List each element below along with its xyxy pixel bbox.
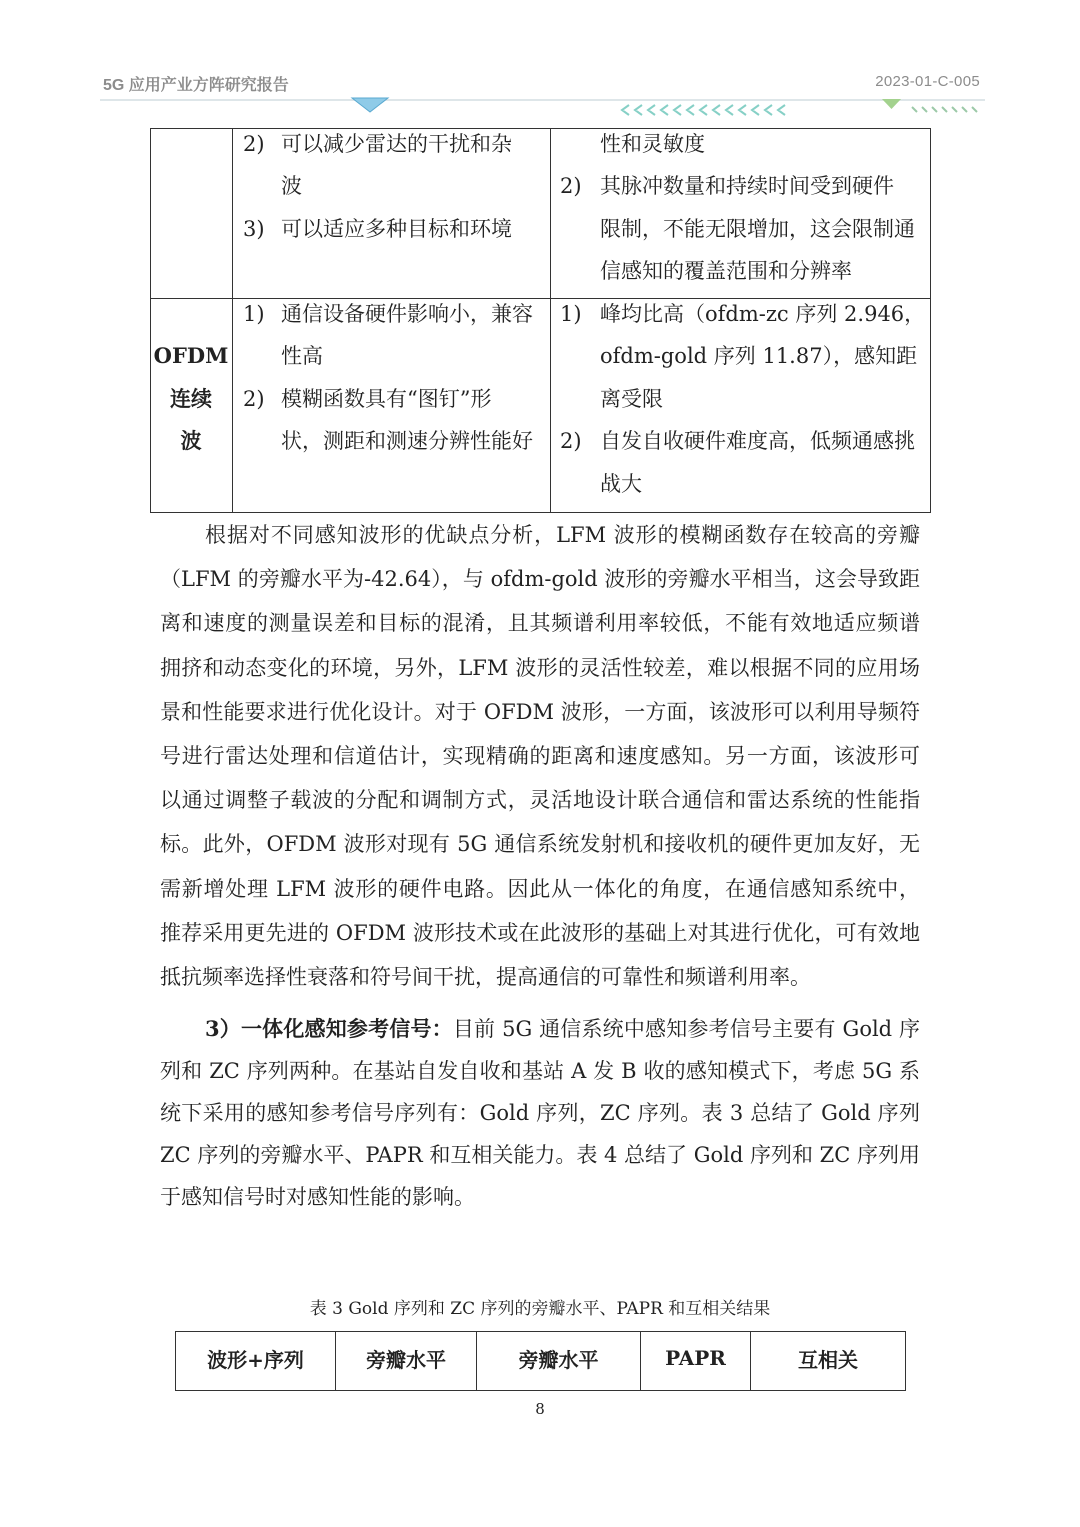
item-number: 2) <box>243 386 265 411</box>
item-text: 性和灵敏度 <box>600 132 705 156</box>
paragraph-line: 号进行雷达处理和信道估计，实现精确的距离和速度感知。另一方面，该波形可 <box>160 743 920 768</box>
item-text: 模糊函数具有“图钉”形 <box>281 386 492 411</box>
list-item <box>243 293 533 335</box>
column-header: 旁瓣水平 <box>477 1332 641 1391</box>
column-header: 波形+序列 <box>176 1332 336 1391</box>
item-text: 可以适应多种目标和环境 <box>281 216 512 241</box>
list-item <box>243 123 512 165</box>
item-number: 1) <box>560 302 582 326</box>
label-line: 波 <box>180 428 202 454</box>
slash-marks-decoration <box>912 107 977 112</box>
item-number: 2) <box>560 174 582 199</box>
column-header: 旁瓣水平 <box>336 1332 477 1391</box>
table-column-divider <box>550 129 551 512</box>
small-triangle-icon <box>882 99 901 109</box>
list-item <box>560 335 925 377</box>
paragraph-line: 离和速度的测量误差和目标的混淆，且其频谱利用率较低，不能有效地适应频谱 <box>160 611 920 636</box>
reference-signal-paragraph <box>160 1008 920 1218</box>
list-item <box>560 250 915 292</box>
table-row1-disadvantages <box>560 123 915 293</box>
item-text: 其脉冲数量和持续时间受到硬件 <box>600 174 894 199</box>
section-lead: 3）一体化感知参考信号： <box>205 1016 453 1041</box>
item-text: ofdm-gold 序列 11.87），感知距 <box>600 344 918 369</box>
list-item <box>560 420 925 462</box>
table-row2-advantages <box>243 293 533 463</box>
table-row2-waveform-label <box>151 293 231 463</box>
column-header: 互相关 <box>751 1332 906 1391</box>
paragraph-line: ZC 序列的旁瓣水平、PAPR 和互相关能力。表 4 总结了 Gold 序列和 ZC 序列用 <box>160 1143 920 1167</box>
list-item <box>243 208 512 250</box>
table-row1-advantages <box>243 123 512 250</box>
document-id: 2023-01-C-005 <box>875 73 980 90</box>
paragraph-line: 需新增处理 LFM 波形的硬件电路。因此从一体化的角度，在通信感知系统中， <box>160 876 920 901</box>
header-decoration <box>0 88 1080 122</box>
item-text: 信感知的覆盖范围和分辨率 <box>600 259 852 284</box>
page-number: 8 <box>535 1400 545 1418</box>
list-item <box>560 378 925 420</box>
item-number: 2) <box>243 132 265 156</box>
paragraph-line: 于感知信号时对感知性能的影响。 <box>160 1185 475 1209</box>
paragraph-line <box>160 1008 920 1050</box>
list-item <box>560 165 915 207</box>
table-header-row <box>176 1332 906 1391</box>
item-text: 限制，不能无限增加，这会限制通 <box>600 216 915 241</box>
list-item <box>243 335 533 377</box>
sequence-results-table <box>175 1331 906 1391</box>
table-caption: 表 3 Gold 序列和 ZC 序列的旁瓣水平、PAPR 和互相关结果 <box>309 1299 771 1319</box>
chevrons-decoration <box>622 105 785 115</box>
list-item <box>243 420 533 462</box>
paragraph-line: （LFM 的旁瓣水平为-42.64），与 ofdm-gold 波形的旁瓣水平相当，这会导致距 <box>160 567 920 592</box>
item-text: 离受限 <box>600 386 663 411</box>
paragraph-line-text: 目前 5G 通信系统中感知参考信号主要有 Gold 序 <box>452 1017 920 1041</box>
list-item <box>560 123 915 165</box>
paragraph-line: 列和 ZC 序列两种。在基站自发自收和基站 A 发 B 收的感知模式下，考虑 5G 系 <box>160 1059 920 1083</box>
item-text: 可以减少雷达的干扰和杂 <box>281 132 512 156</box>
paragraph-line: 以通过调整子载波的分配和调制方式，灵活地设计联合通信和雷达系统的性能指 <box>160 788 920 813</box>
table-row2-disadvantages <box>560 293 925 505</box>
paragraph-line: 根据对不同感知波形的优缺点分析，LFM 波形的模糊函数存在较高的旁瓣 <box>205 523 920 547</box>
triangle-marker-icon <box>352 98 388 112</box>
item-number: 1) <box>243 302 265 326</box>
paragraph-line: 标。此外，OFDM 波形对现有 5G 通信系统发射机和接收机的硬件更加友好，无 <box>160 832 920 857</box>
paragraph-line: 景和性能要求进行优化设计。对于 OFDM 波形，一方面，该波形可以利用导频符 <box>160 699 920 724</box>
item-text: 通信设备硬件影响小，兼容 <box>281 302 533 326</box>
item-text: 性高 <box>281 344 323 369</box>
report-title: 5G 应用产业方阵研究报告 <box>103 77 289 94</box>
list-item <box>560 208 915 250</box>
item-text: 波 <box>281 174 302 199</box>
paragraph-line: 抵抗频率选择性衰落和符号间干扰，提高通信的可靠性和频谱利用率。 <box>160 964 811 989</box>
paragraph-line: 推荐采用更先进的 OFDM 波形技术或在此波形的基础上对其进行优化，可有效地 <box>160 920 920 945</box>
item-text: 战大 <box>600 471 642 496</box>
list-item <box>243 378 533 420</box>
analysis-paragraph <box>160 513 920 999</box>
paragraph-line: 统下采用的感知参考信号序列有：Gold 序列，ZC 序列。表 3 总结了 Gold 序列 <box>160 1101 920 1125</box>
column-header: PAPR <box>641 1332 751 1391</box>
list-item <box>560 463 925 505</box>
item-text: 自发自收硬件难度高，低频通感挑 <box>600 429 915 454</box>
list-item <box>560 293 925 335</box>
list-item <box>243 165 512 207</box>
label-line: OFDM <box>153 343 229 369</box>
label-line: 连续 <box>170 385 212 411</box>
item-number: 3) <box>243 216 265 241</box>
item-text: 峰均比高（ofdm-zc 序列 2.946， <box>600 302 926 326</box>
paragraph-line: 拥挤和动态变化的环境，另外，LFM 波形的灵活性较差，难以根据不同的应用场 <box>160 655 920 680</box>
item-text: 状，测距和测速分辨性能好 <box>281 429 533 454</box>
item-number: 2) <box>560 429 582 454</box>
table-column-divider <box>232 129 233 512</box>
